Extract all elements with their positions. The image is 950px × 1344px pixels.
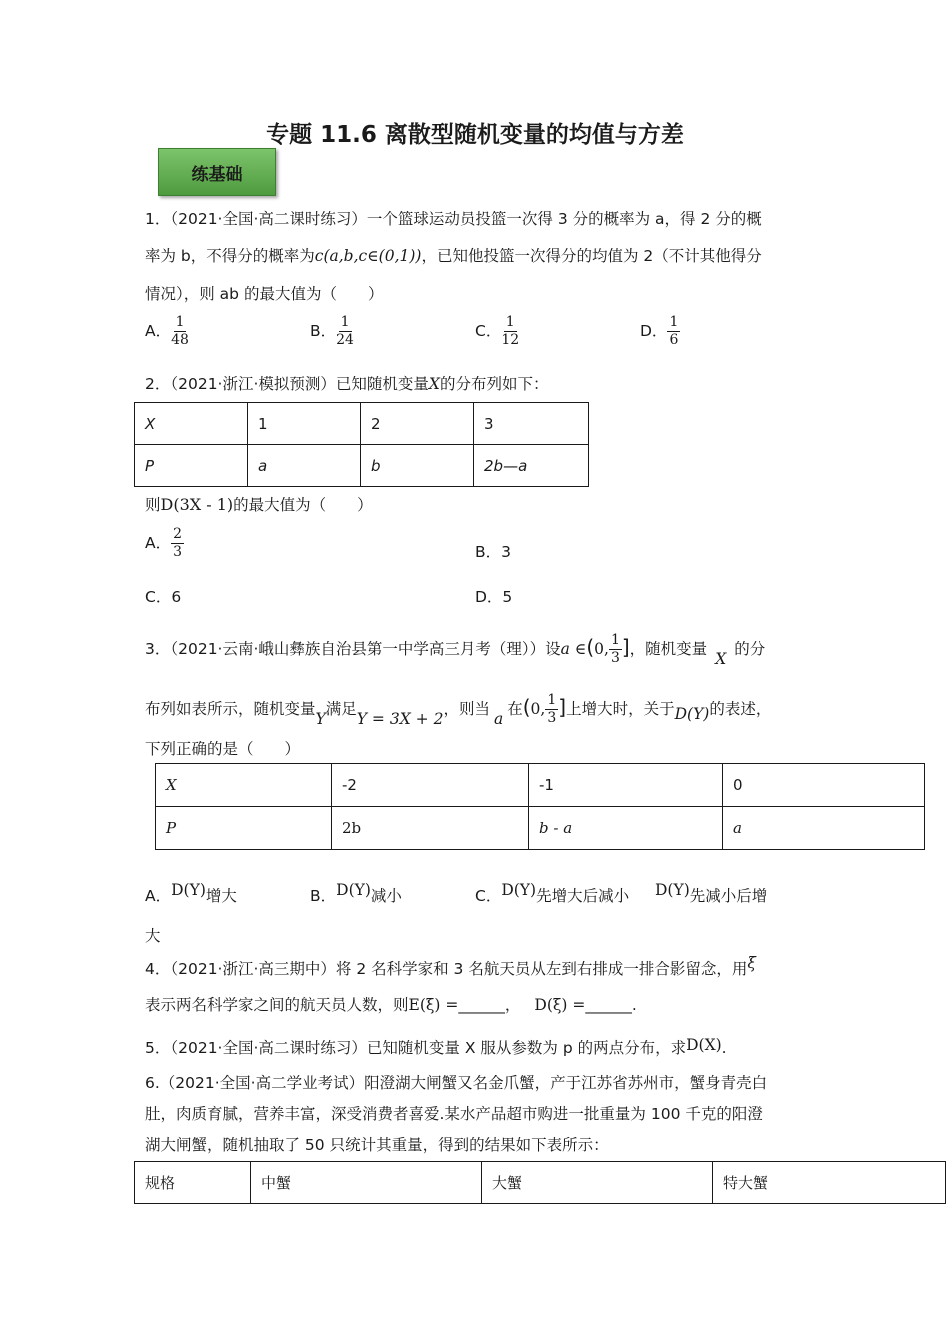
table-cell: 0 bbox=[723, 764, 925, 807]
q6-line2: 肚，肉质育腻，营养丰富，深受消费者喜爱.某水产品超市购进一批重量为 100 千克的阳澄 bbox=[145, 1105, 763, 1123]
table-cell: X bbox=[156, 764, 332, 807]
q2-stem: 2．（2021·浙江·模拟预测）已知随机变量X的分布列如下： bbox=[145, 375, 549, 393]
table-cell: P bbox=[156, 807, 332, 850]
q3-option-b: B．D(Y)减小 bbox=[310, 881, 402, 905]
table-cell: 2b bbox=[332, 807, 529, 850]
q2-math-d: D(3X - 1) bbox=[160, 495, 234, 514]
table-cell: -2 bbox=[332, 764, 529, 807]
q1-option-d: D． $\frac{1}{6}$ bbox=[640, 314, 679, 348]
table-cell: 2b—a bbox=[474, 445, 589, 487]
q2-option-a: A． $\frac{2}{3}$ bbox=[145, 526, 183, 560]
q1-line1: 1．（2021·全国·高二课时练习）一个篮球运动员投篮一次得 3 分的概率为 a，得 2 分的概 bbox=[145, 210, 762, 228]
q6-line1: 6.（2021·全国·高二学业考试）阳澄湖大闸蟹又名金爪蟹，产于江苏省苏州市，蟹身青壳白 bbox=[145, 1074, 768, 1092]
q2-var-x: X bbox=[428, 375, 440, 393]
q1-line2 bbox=[145, 244, 762, 266]
q2-option-c: C．6 bbox=[145, 588, 182, 606]
table-cell: b bbox=[361, 445, 474, 487]
table-cell: 1 bbox=[248, 403, 361, 445]
q5-line: 5．（2021·全国·高二课时练习）已知随机变量 X 服从参数为 p 的两点分布，求D(X). bbox=[145, 1036, 727, 1057]
q1-line3: 情况），则 ab 的最大值为（ ） bbox=[145, 285, 384, 303]
q3-option-wrap: 大 bbox=[145, 927, 161, 945]
q6-line3: 湖大闸蟹，随机抽取了 50 只统计其重量，得到的结果如下表所示： bbox=[145, 1136, 609, 1154]
table-cell: 大蟹 bbox=[482, 1162, 713, 1204]
q3-line2: 布列如表所示，随机变量Y满足Y = 3X + 2，则当a在(0, $\frac{1}{3}$ ]上增大时，关于D(Y)的表述， bbox=[145, 692, 772, 728]
table-cell: 特大蟹 bbox=[713, 1162, 946, 1204]
q1-option-a: A． $\frac{1}{48}$ bbox=[145, 314, 189, 348]
q3-option-c: C．D(Y)先增大后减小 bbox=[475, 881, 630, 905]
q3-line3: 下列正确的是（ ） bbox=[145, 740, 301, 758]
section-badge: 练基础 bbox=[158, 148, 276, 196]
q1-option-b: B． $\frac{1}{24}$ bbox=[310, 314, 354, 348]
q2-option-b: B．3 bbox=[475, 543, 511, 561]
table-cell: a bbox=[248, 445, 361, 487]
q1-line2b: ，已知他投篮一次得分的均值为 2（不计其他得分 bbox=[421, 247, 762, 265]
page-title: 专题 11.6 离散型随机变量的均值与方差 bbox=[266, 122, 684, 148]
q6-spec-table bbox=[134, 1161, 946, 1204]
table-cell: 规格 bbox=[135, 1162, 251, 1204]
table-cell: X bbox=[135, 403, 248, 445]
table-cell: 中蟹 bbox=[251, 1162, 482, 1204]
q2-option-d: D．5 bbox=[475, 588, 513, 606]
q2-after: 则D(3X - 1)的最大值为（ ） bbox=[145, 495, 373, 514]
table-cell: b - a bbox=[529, 807, 723, 850]
q3-line1: 3．（2021·云南·峨山彝族自治县第一中学高三月考（理））设a ∈(0, $\frac{1}{3}$ ]，随机变量X的分 bbox=[145, 632, 766, 668]
q4-line2: 表示两名科学家之间的航天员人数，则E(ξ) =______， D(ξ) =______. bbox=[145, 996, 637, 1014]
table-cell: a bbox=[723, 807, 925, 850]
q1-option-c: C． $\frac{1}{12}$ bbox=[475, 314, 520, 348]
table-cell: P bbox=[135, 445, 248, 487]
q1-math-c: c(a,b,c∈(0,1)) bbox=[314, 247, 422, 265]
q3-distribution-table bbox=[155, 763, 925, 850]
table-cell: 2 bbox=[361, 403, 474, 445]
q1-line2a: 率为 b，不得分的概率为 bbox=[145, 247, 315, 265]
table-cell: -1 bbox=[529, 764, 723, 807]
q2-distribution-table bbox=[134, 402, 589, 487]
q4-line1: 4．（2021·浙江·高三期中）将 2 名科学家和 3 名航天员从左到右排成一排合影留念，用ξ bbox=[145, 954, 756, 978]
q3-option-a: A．D(Y)增大 bbox=[145, 881, 237, 905]
q3-option-d: D(Y)先减小后增 bbox=[655, 881, 768, 905]
table-cell: 3 bbox=[474, 403, 589, 445]
